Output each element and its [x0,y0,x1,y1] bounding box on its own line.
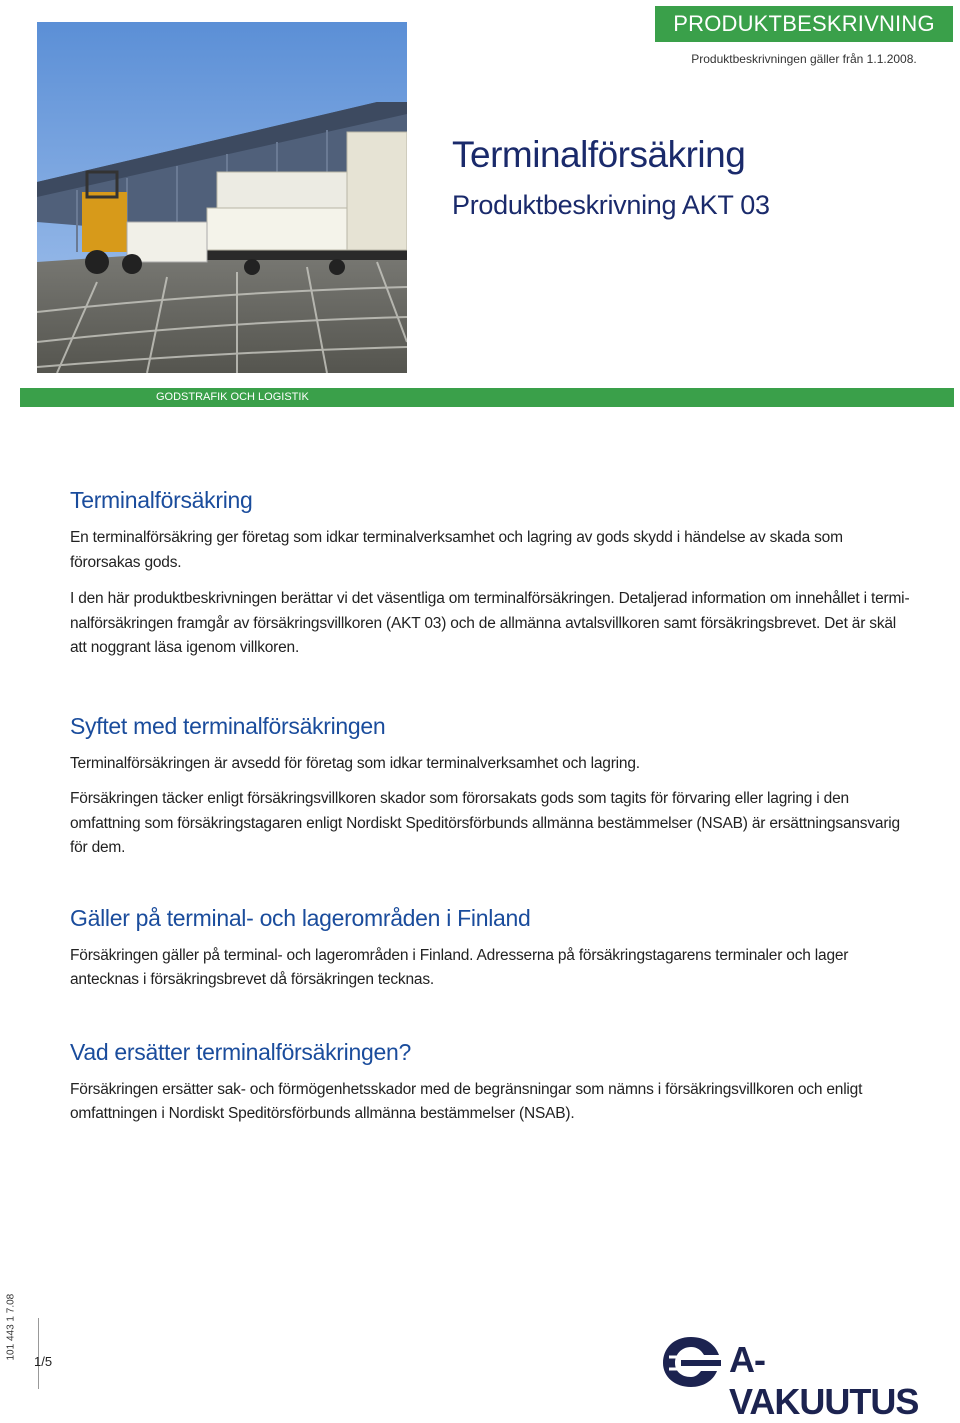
section-heading: Vad ersätter terminalförsäkringen? [70,1038,411,1065]
category-bar [20,388,954,407]
paragraph: En terminalförsäkring ger företag som idkar terminalverksamhet och lagring av gods skydd i händelse av skada som förorsakas gods. [70,529,843,571]
validity-note: Produktbeskrivningen gäller från 1.1.2008. [691,52,917,66]
section-vad-ersatter [70,1039,910,1127]
section-galler [70,905,910,993]
section-heading: Terminalförsäkring [70,487,253,513]
paragraph: Försäkringen gäller på terminal- och lagerområden i Finland. Adresserna på försäkringstagarens terminaler och lager antecknas i försäkringsbrevet då försäkringen tecknas. [70,946,849,988]
page-title: Terminalförsäkring [452,134,746,175]
section-heading: Syftet med terminalförsäkringen [70,712,386,739]
document-type-banner: PRODUKTBESKRIVNING [655,6,953,42]
section-heading: Gäller på terminal- och lagerområden i Finland [70,904,531,931]
category-label: GODSTRAFIK OCH LOGISTIK [156,391,309,403]
hero-photo [37,22,407,373]
logo-mark-icon [659,1333,723,1389]
paragraph: Terminalförsäkringen är avsedd för företag som idkar terminalverksamhet och lagring. [70,754,640,772]
document-code: 101 443 1 7.08 [5,1293,17,1361]
paragraph: Försäkringen täcker enligt försäkringsvillkoren skador som förorsakats gods som tagits för förvaring eller lagring i den omfattning som försäkringstagaren enligt Nordiskt Speditörsförbunds allmänna bestämmelser (NSAB) är ersättningsansvarig för dem. [70,790,900,856]
logo-text: A-VAKUUTUS [729,1339,919,1422]
page-subtitle: Produktbeskrivning AKT 03 [452,190,770,220]
page-number: 1/5 [34,1354,53,1369]
a-vakuutus-logo [659,1333,929,1422]
section-terminalforsakring [70,487,910,661]
main-content [70,487,910,1127]
paragraph: I den här produktbeskrivningen berättar vi det väsentliga om terminalförsäkringen. Detaljerad information om innehållet i terminalförsäkringen framgår av försäkringsvillkoren (AKT 03) och de allmänna avtalsvillkoren samt försäkringsbrevet. Det är skäl att noggrant läsa igenom villkoren. [70,590,910,656]
section-syftet [70,713,910,861]
paragraph: Försäkringen ersätter sak- och förmögenhetsskador med de begränsningar som nämns i försäkringsvillkoren och enligt omfattningen i Nordiskt Speditörsförbunds allmänna bestämmelser (NSAB). [70,1080,863,1122]
